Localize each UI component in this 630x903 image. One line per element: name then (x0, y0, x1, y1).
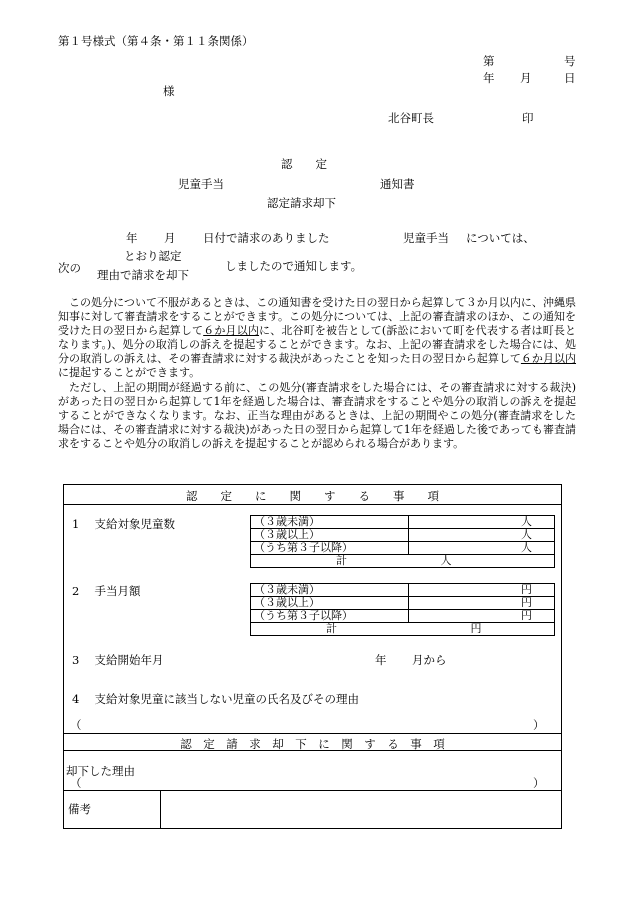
notice-text (58, 296, 576, 451)
intro-niitewa: については、 (466, 231, 535, 245)
children-over3-unit: 人 (409, 529, 555, 542)
amount-under3-label: （３歳未満） (251, 584, 409, 597)
amount-under3-unit: 円 (409, 584, 555, 597)
addressee-honorific: 様 (163, 84, 175, 98)
children-under3-label: （３歳未満） (251, 516, 409, 529)
table-row (251, 542, 555, 555)
item3-year: 年 (375, 653, 387, 667)
form-number: 第１号様式（第４条・第１１条関係） (58, 34, 254, 48)
children-count-grid (250, 515, 555, 568)
intro-date-text: 日付で請求のありました (203, 231, 330, 245)
item4-paren-close: ） (533, 718, 545, 732)
date-month: 月 (520, 71, 532, 85)
children-over3-label: （３歳以上） (251, 529, 409, 542)
item4-label: 4 支給対象児童に該当しない児童の氏名及びその理由 (72, 692, 359, 706)
amount-total-unit: 円 (470, 622, 482, 635)
item4-paren-open: （ (70, 718, 82, 732)
table-row (251, 516, 555, 529)
date-year: 年 (483, 71, 495, 85)
issuer-name: 北谷町長 (388, 111, 434, 125)
amount-third-unit: 円 (409, 610, 555, 623)
children-under3-unit: 人 (409, 516, 555, 529)
table-row (251, 597, 555, 610)
number-prefix: 第 (483, 54, 495, 68)
intro-year: 年 (126, 231, 138, 245)
table-row (251, 610, 555, 623)
table-row (251, 529, 555, 542)
intro-riyuu-kyakka: 理由で請求を却下 (97, 268, 189, 282)
amount-grid (250, 583, 555, 636)
seal-mark: 印 (522, 111, 534, 125)
table-row (251, 584, 555, 597)
children-third-unit: 人 (409, 542, 555, 555)
amount-over3-label: （３歳以上） (251, 597, 409, 610)
item2-label: 2 手当月額 (72, 584, 141, 598)
intro-month: 月 (164, 231, 176, 245)
nintei-section-header: 認 定 に 関 す る 事 項 (186, 489, 439, 503)
amount-third-label: （うち第３子以降） (251, 610, 409, 623)
children-third-label: （うち第３子以降） (251, 542, 409, 555)
number-suffix: 号 (564, 54, 576, 68)
bikou-label: 備考 (68, 802, 91, 816)
kyakka-section-header: 認 定 請 求 却 下 に 関 す る 事 項 (180, 737, 445, 751)
item3-label: 3 支給開始年月 (72, 653, 164, 667)
intro-tsugi-no: 次の (58, 261, 81, 275)
children-total-label: 計 (336, 554, 347, 567)
children-total-unit: 人 (440, 554, 452, 567)
table-row (251, 555, 555, 568)
item3-month-from: 月から (412, 653, 447, 667)
amount-total-label: 計 (326, 622, 337, 635)
title-kyakka: 認定請求却下 (267, 196, 336, 210)
intro-toori-nintei: とおり認定 (124, 249, 182, 263)
title-jidou-teate: 児童手当 (178, 177, 224, 191)
date-day: 日 (564, 71, 576, 85)
amount-over3-unit: 円 (409, 597, 555, 610)
amount-total-cell (251, 623, 555, 636)
kyakka-paren-open: （ (70, 776, 82, 790)
intro-teate: 児童手当 (403, 231, 449, 245)
table-row (251, 623, 555, 636)
title-nintei: 認 定 (281, 157, 327, 171)
intro-shimashita: しましたので通知します。 (225, 259, 363, 273)
kyakka-reason-label: 却下した理由 (66, 764, 135, 778)
item1-label: 1 支給対象児童数 (72, 517, 175, 531)
children-total-cell (251, 555, 555, 568)
notice-paragraph-2: ただし、上記の期間が経過する前に、この処分(審査請求をした場合には、その審査請求に対する裁決)があった日の翌日から起算して1年を経過した場合は、審査請求をすることや処分の取消しの訴えを提起することができなくなります。なお、正当な理由があるときは、上記の期間やこの処分(審査請求をした場合には、その審査請求に対する裁決)があった日の翌日から起算して1年を経過した後であっても審査請求をすることや処分の取消しの訴えを提起することが認められる場合があります。 (58, 380, 576, 450)
notice-paragraph-1: この処分について不服があるときは、この通知書を受けた日の翌日から起算して３か月以内に、沖縄県知事に対して審査請求をすることができます。この処分については、上記の審査請求のほか、この通知を受けた日の翌日から起算して６か月以内に、北谷町を被告として(訴訟において町を代表する者は町長となります。)、処分の取消しの訴えを提起することができます。なお、上記の審査請求をした場合には、処分の取消しの訴えは、その審査請求に対する裁決があったことを知った日の翌日から起算して６か月以内に提起することができます。 (58, 296, 577, 380)
title-tsuchisho: 通知書 (380, 177, 415, 191)
kyakka-paren-close: ） (533, 776, 545, 790)
